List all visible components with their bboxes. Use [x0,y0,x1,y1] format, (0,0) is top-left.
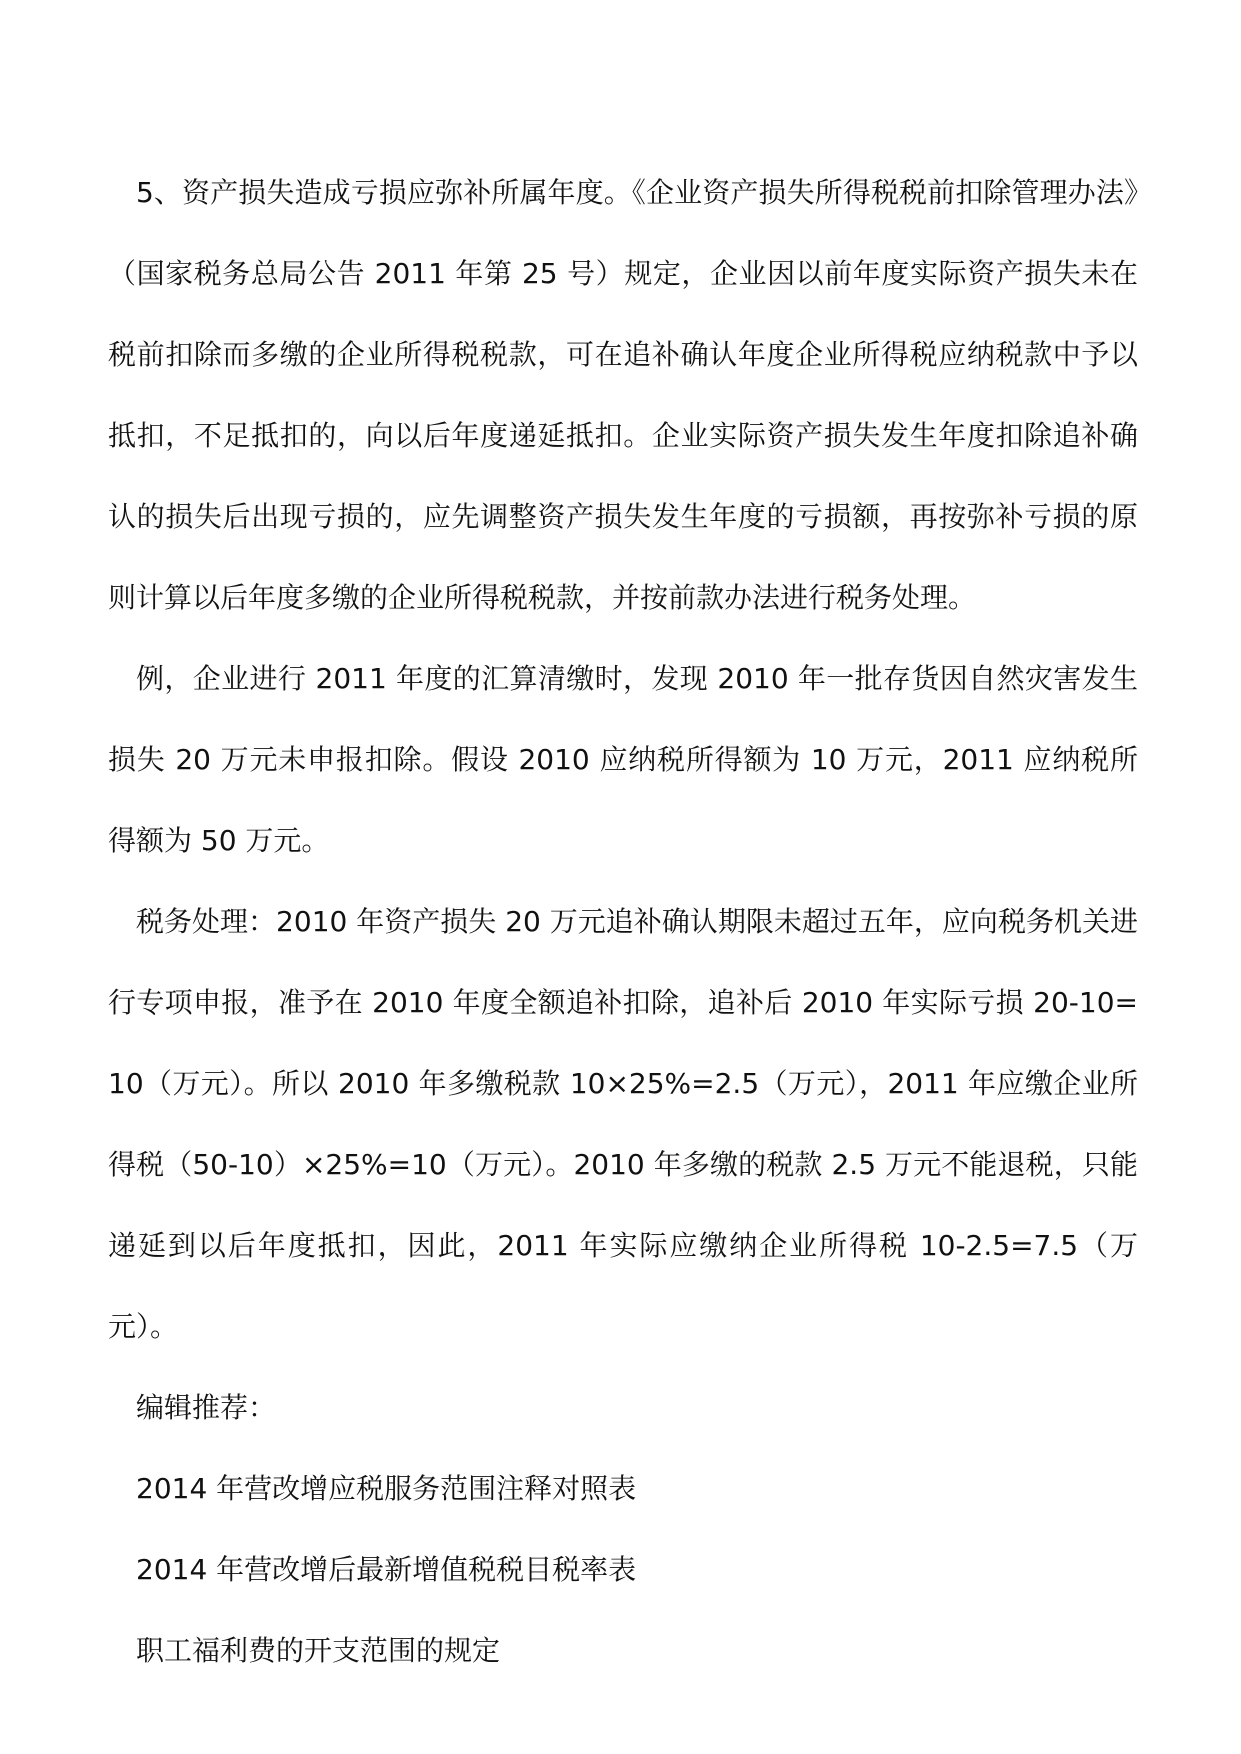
paragraph-example: 例，企业进行 2011 年度的汇算清缴时，发现 2010 年一批存货因自然灾害发生损失 20 万元未申报扣除。假设 2010 应纳税所得额为 10 万元，2011 应纳税所得额为 50 万元。 [108,662,1138,857]
document-body [108,152,1138,1691]
paragraph-asset-loss-rule: 5、资产损失造成亏损应弥补所属年度。《企业资产损失所得税税前扣除管理办法》（国家税务总局公告 2011 年第 25 号）规定，企业因以前年度实际资产损失未在税前扣除而多缴的企业所得税税款，可在追补确认年度企业所得税应纳税款中予以抵扣，不足抵扣的，向以后年度递延抵扣。企业实际资产损失发生年度扣除追补确认的损失后出现亏损的，应先调整资产损失发生年度的亏损额，再按弥补亏损的原则计算以后年度多缴的企业所得税税款，并按前款办法进行税务处理。 [108,176,1138,614]
recommend-label: 编辑推荐： [136,1391,277,1424]
paragraph-tax-treatment: 税务处理：2010 年资产损失 20 万元追补确认期限未超过五年，应向税务机关进行专项申报，准予在 2010 年度全额追补扣除，追补后 2010 年实际亏损 20-10=10（万元）。所以 2010 年多缴税款 10×25%=2.5（万元），2011 年应缴企业所得税（50-10）×25%=10（万元）。2010 年多缴的税款 2.5 万元不能退税，只能递延到以后年度抵扣，因此，2011 年实际应缴纳企业所得税 10-2.5=7.5（万元）。 [108,905,1138,1343]
recommend-item-vat-rate-table[interactable]: 2014 年营改增后最新增值税税目税率表 [136,1553,637,1586]
recommend-item-vat-service-scope[interactable]: 2014 年营改增应税服务范围注释对照表 [136,1472,637,1505]
recommend-item-welfare-scope[interactable]: 职工福利费的开支范围的规定 [136,1634,501,1667]
